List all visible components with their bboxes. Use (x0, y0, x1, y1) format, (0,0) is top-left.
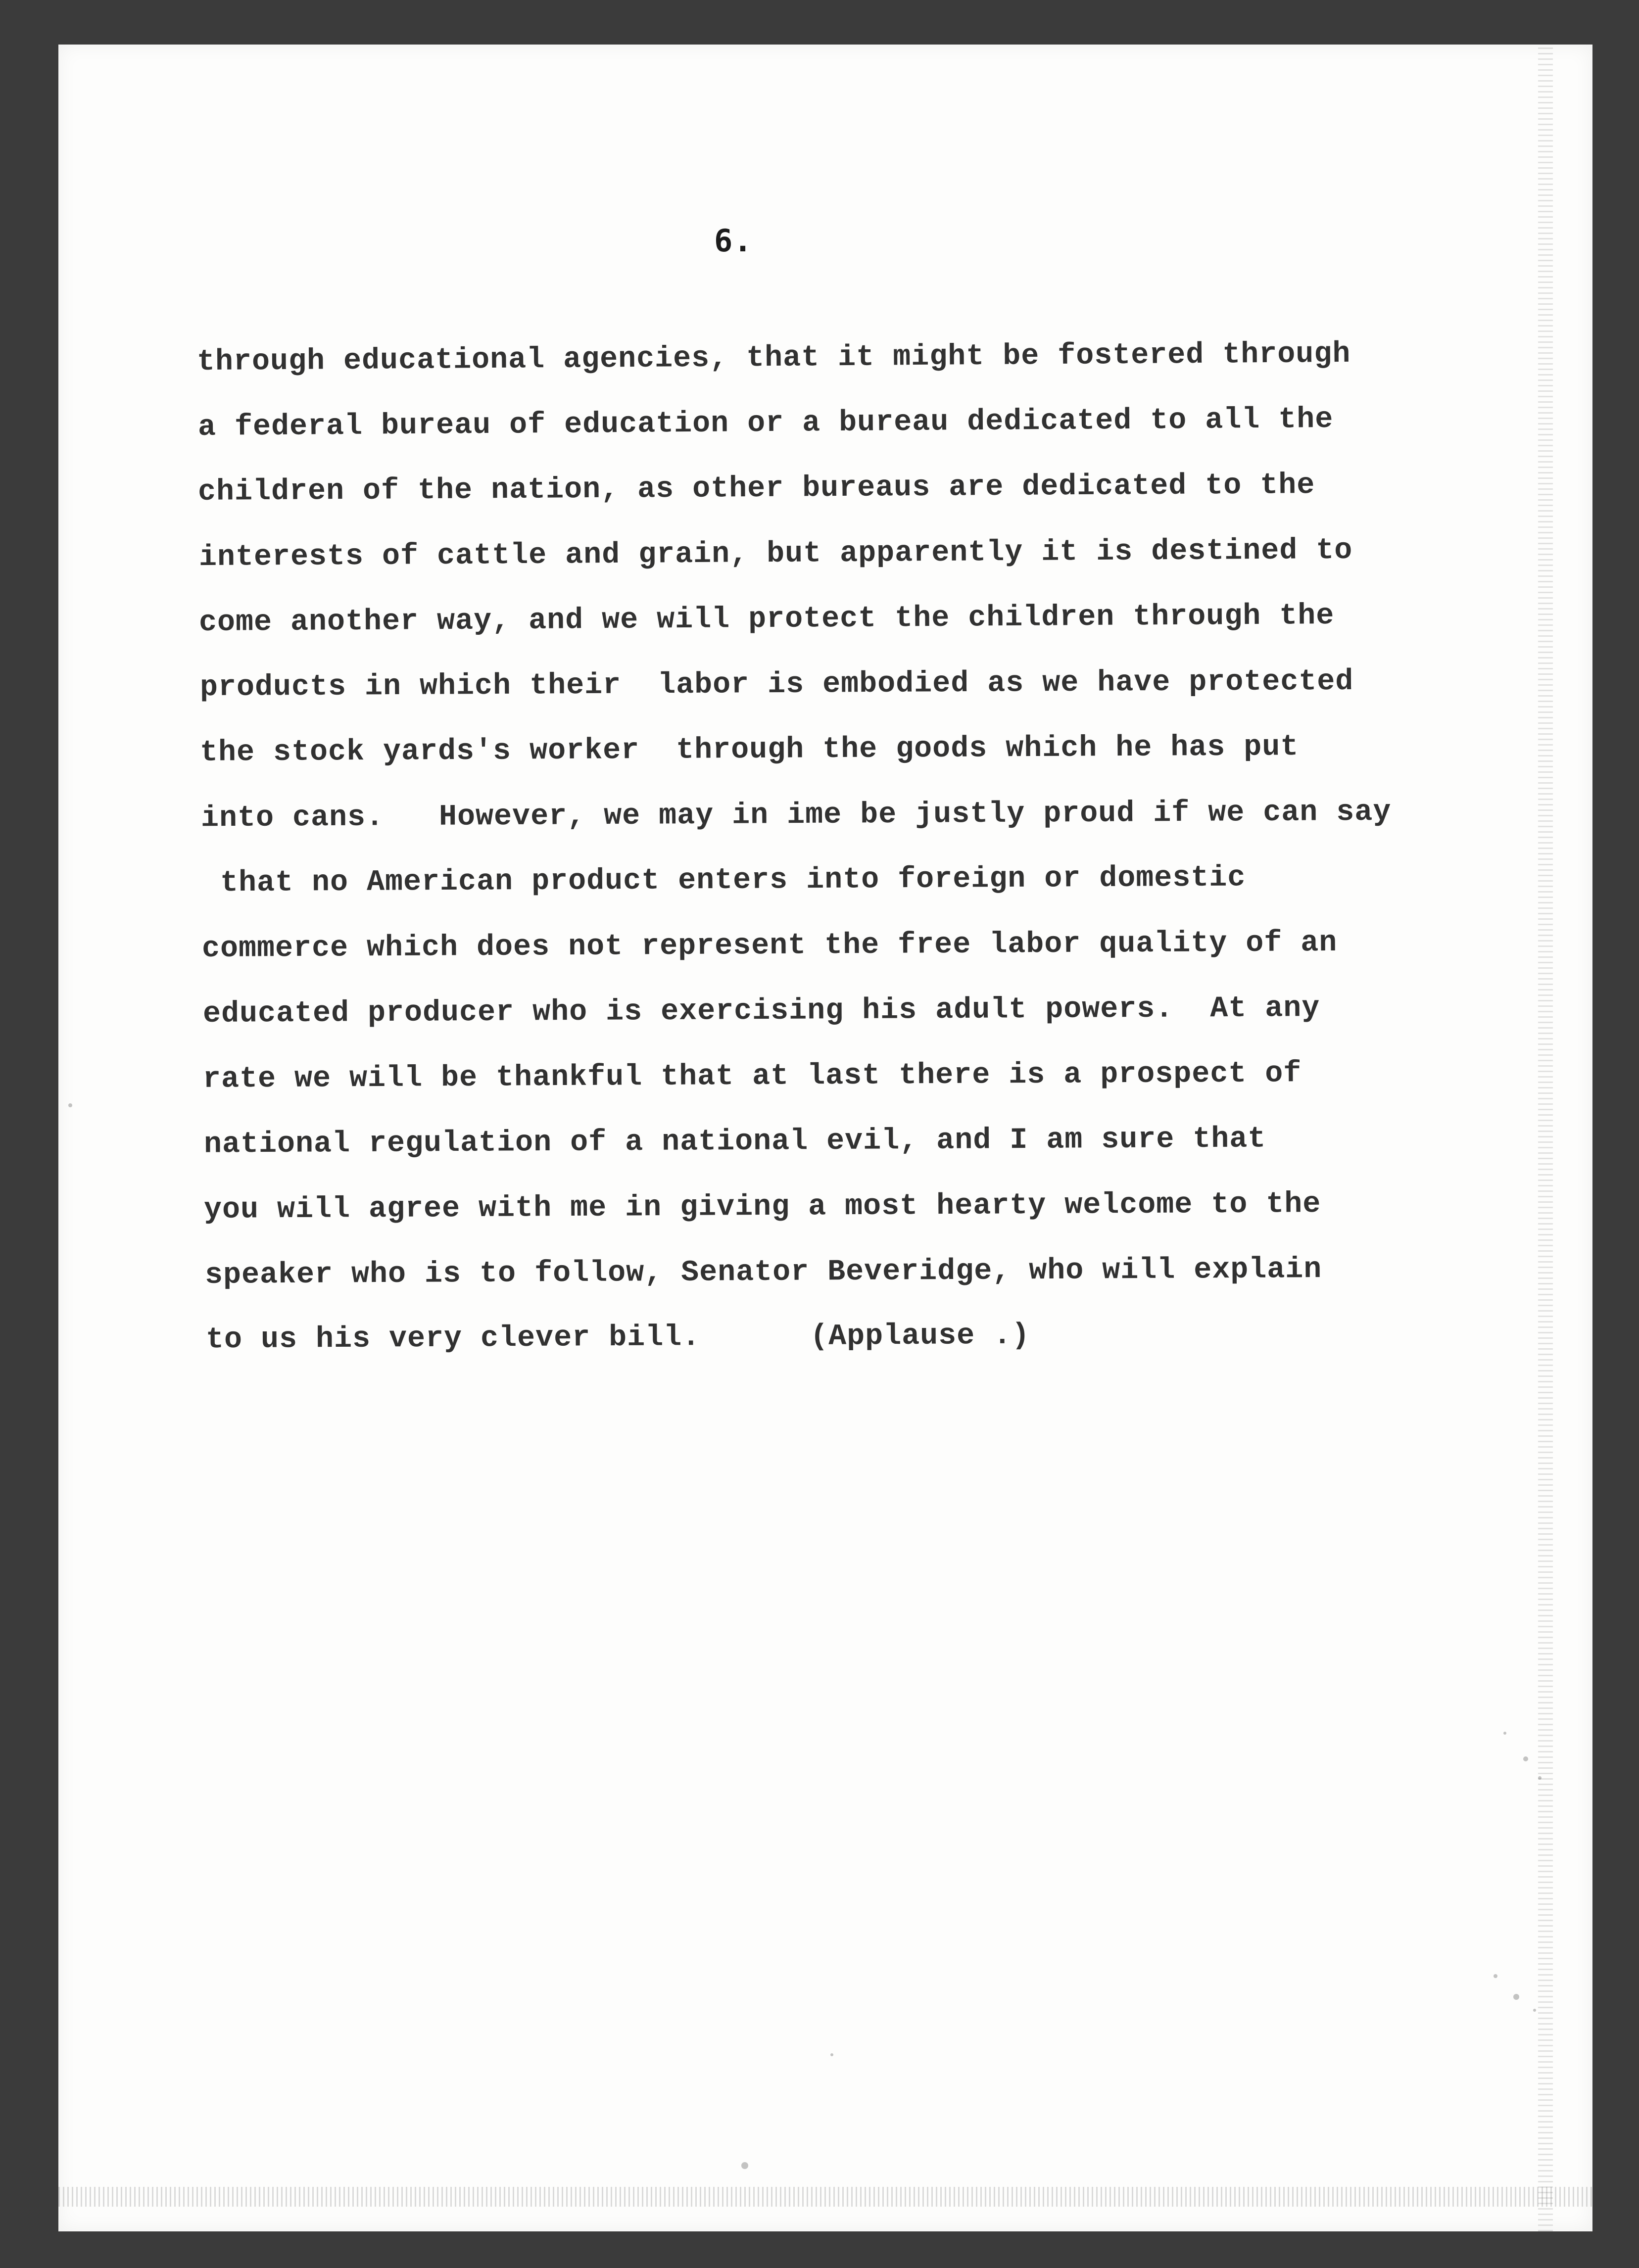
text-line: rate we will be thankful that at last there is a prospect of (202, 1057, 1302, 1096)
text-line: products in which their labor is embodied as we have protected (199, 664, 1354, 705)
text-line: the stock yards's worker through the goods which he has put (199, 730, 1299, 770)
text-line: national regulation of a national evil, and I am sure that (203, 1122, 1266, 1162)
text-line: speaker who is to follow, Senator Beveridge, who will explain (204, 1253, 1322, 1292)
text-line: to us his very clever bill. (Applause .) (205, 1319, 1030, 1357)
text-line: a federal bureau of education or a bureau dedicated to all the (197, 402, 1334, 445)
text-line: educated producer who is exercising his adult powers. At any (202, 992, 1320, 1031)
document-page (58, 45, 1592, 2231)
scan-speckle (68, 1103, 72, 1107)
text-line: commerce which does not represent the free labor quality of an (201, 926, 1338, 966)
scan-speckle (741, 2162, 748, 2169)
text-line: you will agree with me in giving a most hearty welcome to the (203, 1187, 1321, 1227)
scan-speckle (830, 2053, 833, 2056)
text-line: children of the nation, as other bureaus are dedicated to the (197, 469, 1315, 509)
scan-edge-artifact (58, 2187, 1592, 2207)
text-line: through educational agencies, that it might be fostered through (196, 337, 1351, 379)
scan-speckle (1523, 1756, 1528, 1761)
text-line: interests of cattle and grain, but apparently it is destined to (198, 533, 1353, 575)
scan-speckle (1503, 1732, 1506, 1735)
text-line: into cans. However, we may in ime be justly proud if we can say (200, 795, 1392, 836)
scan-speckle (1513, 1994, 1519, 2000)
page-number: 6. (714, 223, 753, 259)
scan-edge-artifact (1538, 45, 1553, 2231)
text-line: come another way, and we will protect the children through the (198, 599, 1335, 640)
text-line: that no American product enters into foreign or domestic (201, 861, 1246, 900)
scan-speckle (1533, 2009, 1536, 2012)
scan-speckle (1494, 1974, 1497, 1978)
